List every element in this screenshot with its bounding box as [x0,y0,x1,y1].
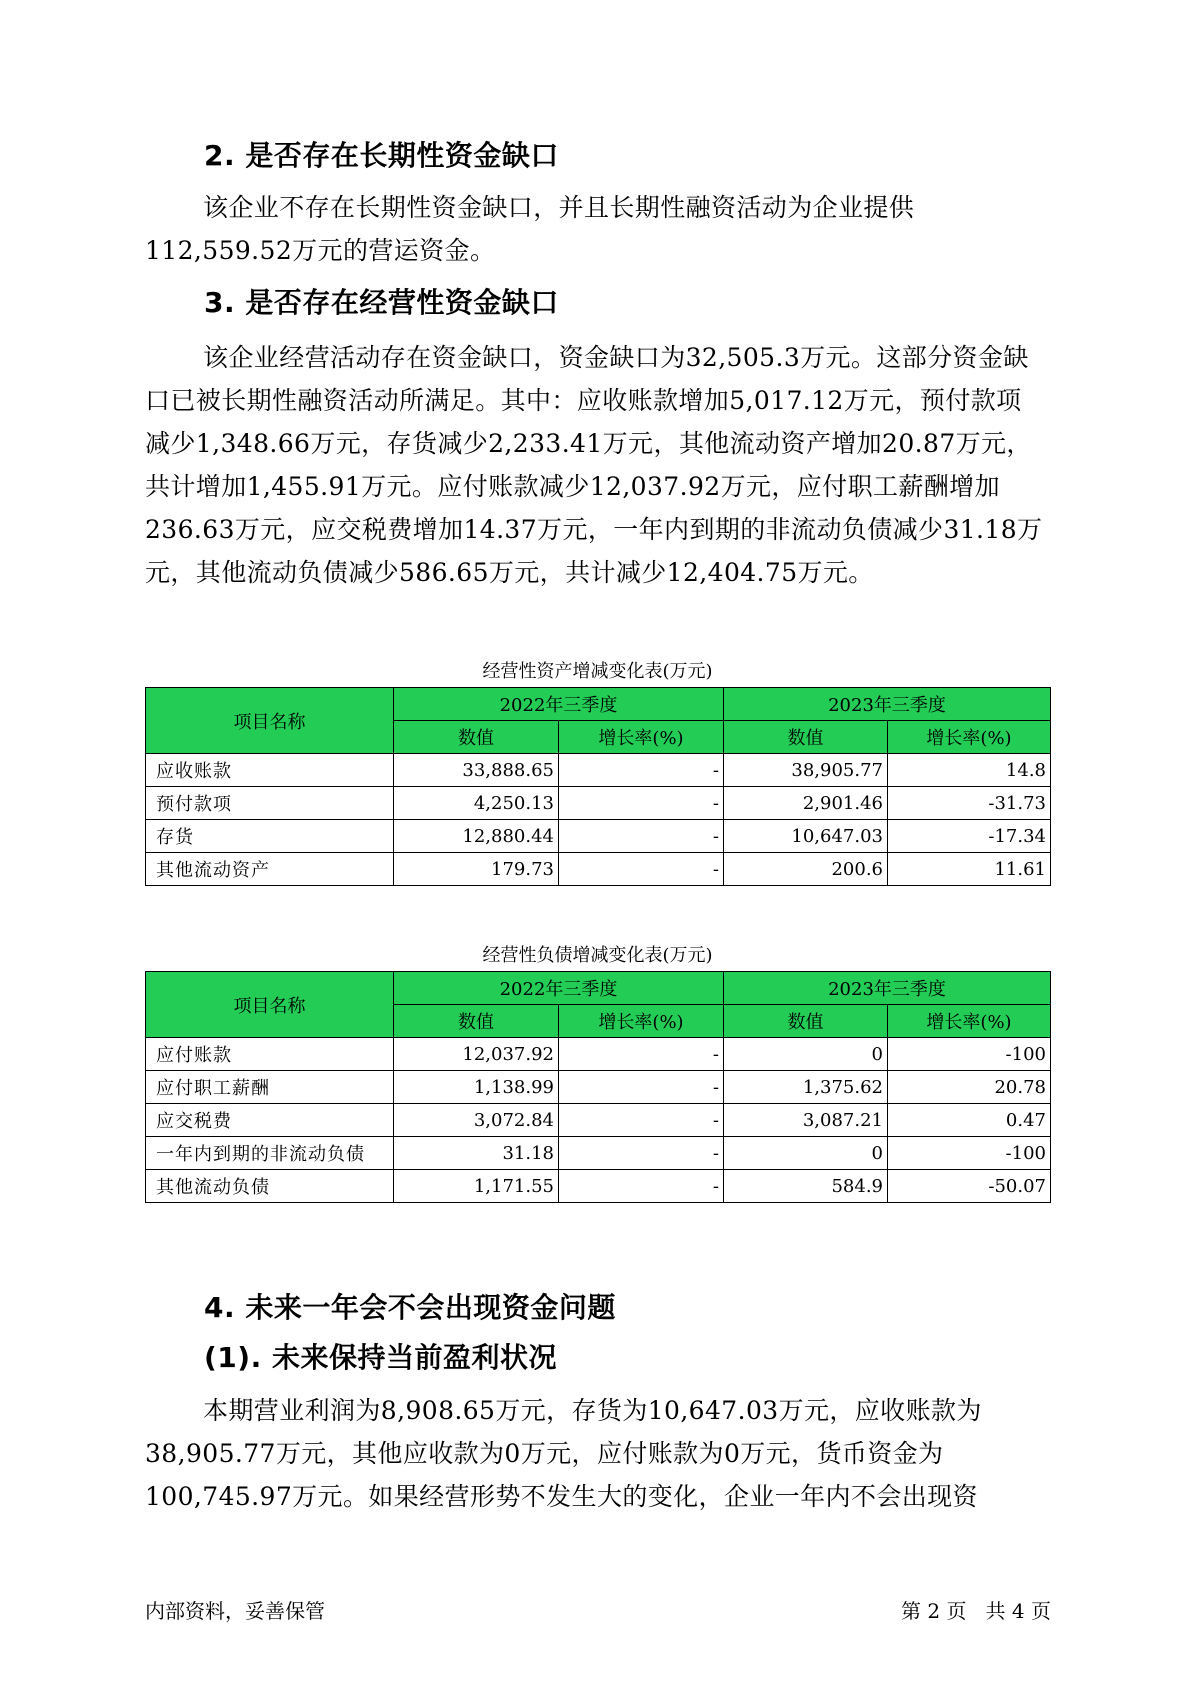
table-row [146,1104,1051,1137]
section-3-heading: 3. 是否存在经营性资金缺口 [204,286,559,319]
asset-table [145,687,1051,886]
page-number: 第 2 页 共 4 页 [901,1599,1051,1623]
table-row [146,820,1051,853]
row-value-2023: 10,647.03 [724,820,888,853]
row-rate-2023: 11.61 [888,853,1051,886]
liability-table-caption: 经营性负债增减变化表(万元) [482,945,713,966]
footer-note: 内部资料，妥善保管 [145,1599,325,1623]
row-value-2023: 3,087.21 [724,1104,888,1137]
row-rate-2023: 20.78 [888,1071,1051,1104]
row-rate-2022: - [559,754,724,787]
table-row [146,787,1051,820]
asset-col-rate1: 增长率(%) [559,721,724,754]
row-value-2023: 0 [724,1137,888,1170]
row-rate-2023: -50.07 [888,1170,1051,1203]
asset-col-rate2: 增长率(%) [888,721,1051,754]
asset-col-item: 项目名称 [146,688,394,754]
row-name: 存货 [146,820,394,853]
row-rate-2022: - [559,1137,724,1170]
row-name: 应付职工薪酬 [146,1071,394,1104]
row-value-2022: 1,138.99 [394,1071,559,1104]
row-name: 一年内到期的非流动负债 [146,1137,394,1170]
asset-col-period2: 2023年三季度 [724,688,1051,721]
table-row [146,754,1051,787]
row-rate-2023: 14.8 [888,754,1051,787]
table-row [146,853,1051,886]
row-rate-2023: 0.47 [888,1104,1051,1137]
row-value-2023: 584.9 [724,1170,888,1203]
row-name: 应付账款 [146,1038,394,1071]
liability-table [145,971,1051,1203]
table-row [146,1038,1051,1071]
asset-col-value1: 数值 [394,721,559,754]
row-rate-2022: - [559,1170,724,1203]
row-rate-2023: -100 [888,1137,1051,1170]
row-value-2022: 4,250.13 [394,787,559,820]
row-value-2022: 31.18 [394,1137,559,1170]
row-value-2023: 2,901.46 [724,787,888,820]
section-4-heading: 4. 未来一年会不会出现资金问题 [204,1291,616,1324]
liability-col-value2: 数值 [724,1005,888,1038]
row-value-2023: 200.6 [724,853,888,886]
row-value-2022: 179.73 [394,853,559,886]
row-name: 应交税费 [146,1104,394,1137]
liability-col-item: 项目名称 [146,972,394,1038]
section-2-heading: 2. 是否存在长期性资金缺口 [204,139,559,172]
row-value-2023: 38,905.77 [724,754,888,787]
section-2-paragraph: 该企业不存在长期性资金缺口，并且长期性融资活动为企业提供112,559.52万元的营运资金。 [145,193,915,265]
asset-col-value2: 数值 [724,721,888,754]
row-value-2023: 1,375.62 [724,1071,888,1104]
row-rate-2023: -17.34 [888,820,1051,853]
section-4-paragraph: 本期营业利润为8,908.65万元，存货为10,647.03万元，应收账款为38,905.77万元，其他应收款为0万元，应付账款为0万元，货币资金为100,745.97万元。如果经营形势不发生大的变化，企业一年内不会出现资 [145,1396,982,1511]
asset-col-period1: 2022年三季度 [394,688,724,721]
row-value-2022: 33,888.65 [394,754,559,787]
table-row [146,1170,1051,1203]
asset-table-caption: 经营性资产增减变化表(万元) [482,661,713,682]
liability-col-rate2: 增长率(%) [888,1005,1051,1038]
liability-col-period1: 2022年三季度 [394,972,724,1005]
row-value-2022: 1,171.55 [394,1170,559,1203]
liability-col-rate1: 增长率(%) [559,1005,724,1038]
section-4-subheading: (1). 未来保持当前盈利状况 [204,1341,557,1374]
row-rate-2022: - [559,1104,724,1137]
row-rate-2023: -100 [888,1038,1051,1071]
row-rate-2022: - [559,853,724,886]
liability-col-period2: 2023年三季度 [724,972,1051,1005]
row-rate-2023: -31.73 [888,787,1051,820]
row-value-2022: 12,880.44 [394,820,559,853]
liability-col-value1: 数值 [394,1005,559,1038]
row-name: 应收账款 [146,754,394,787]
row-value-2022: 12,037.92 [394,1038,559,1071]
row-name: 其他流动资产 [146,853,394,886]
row-value-2023: 0 [724,1038,888,1071]
row-rate-2022: - [559,820,724,853]
row-rate-2022: - [559,1071,724,1104]
table-row [146,1071,1051,1104]
row-rate-2022: - [559,787,724,820]
table-row [146,1137,1051,1170]
row-name: 其他流动负债 [146,1170,394,1203]
row-value-2022: 3,072.84 [394,1104,559,1137]
row-name: 预付款项 [146,787,394,820]
row-rate-2022: - [559,1038,724,1071]
section-3-paragraph: 该企业经营活动存在资金缺口，资金缺口为32,505.3万元。这部分资金缺口已被长期性融资活动所满足。其中：应收账款增加5,017.12万元，预付款项减少1,348.66万元，存货减少2,233.41万元，其他流动资产增加20.87万元，共计增加1,455.91万元。应付账款减少12,037.92万元，应付职工薪酬增加236.63万元，应交税费增加14.37万元，一年内到期的非流动负债减少31.18万元，其他流动负债减少586.65万元，共计减少12,404.75万元。 [145,343,1043,587]
